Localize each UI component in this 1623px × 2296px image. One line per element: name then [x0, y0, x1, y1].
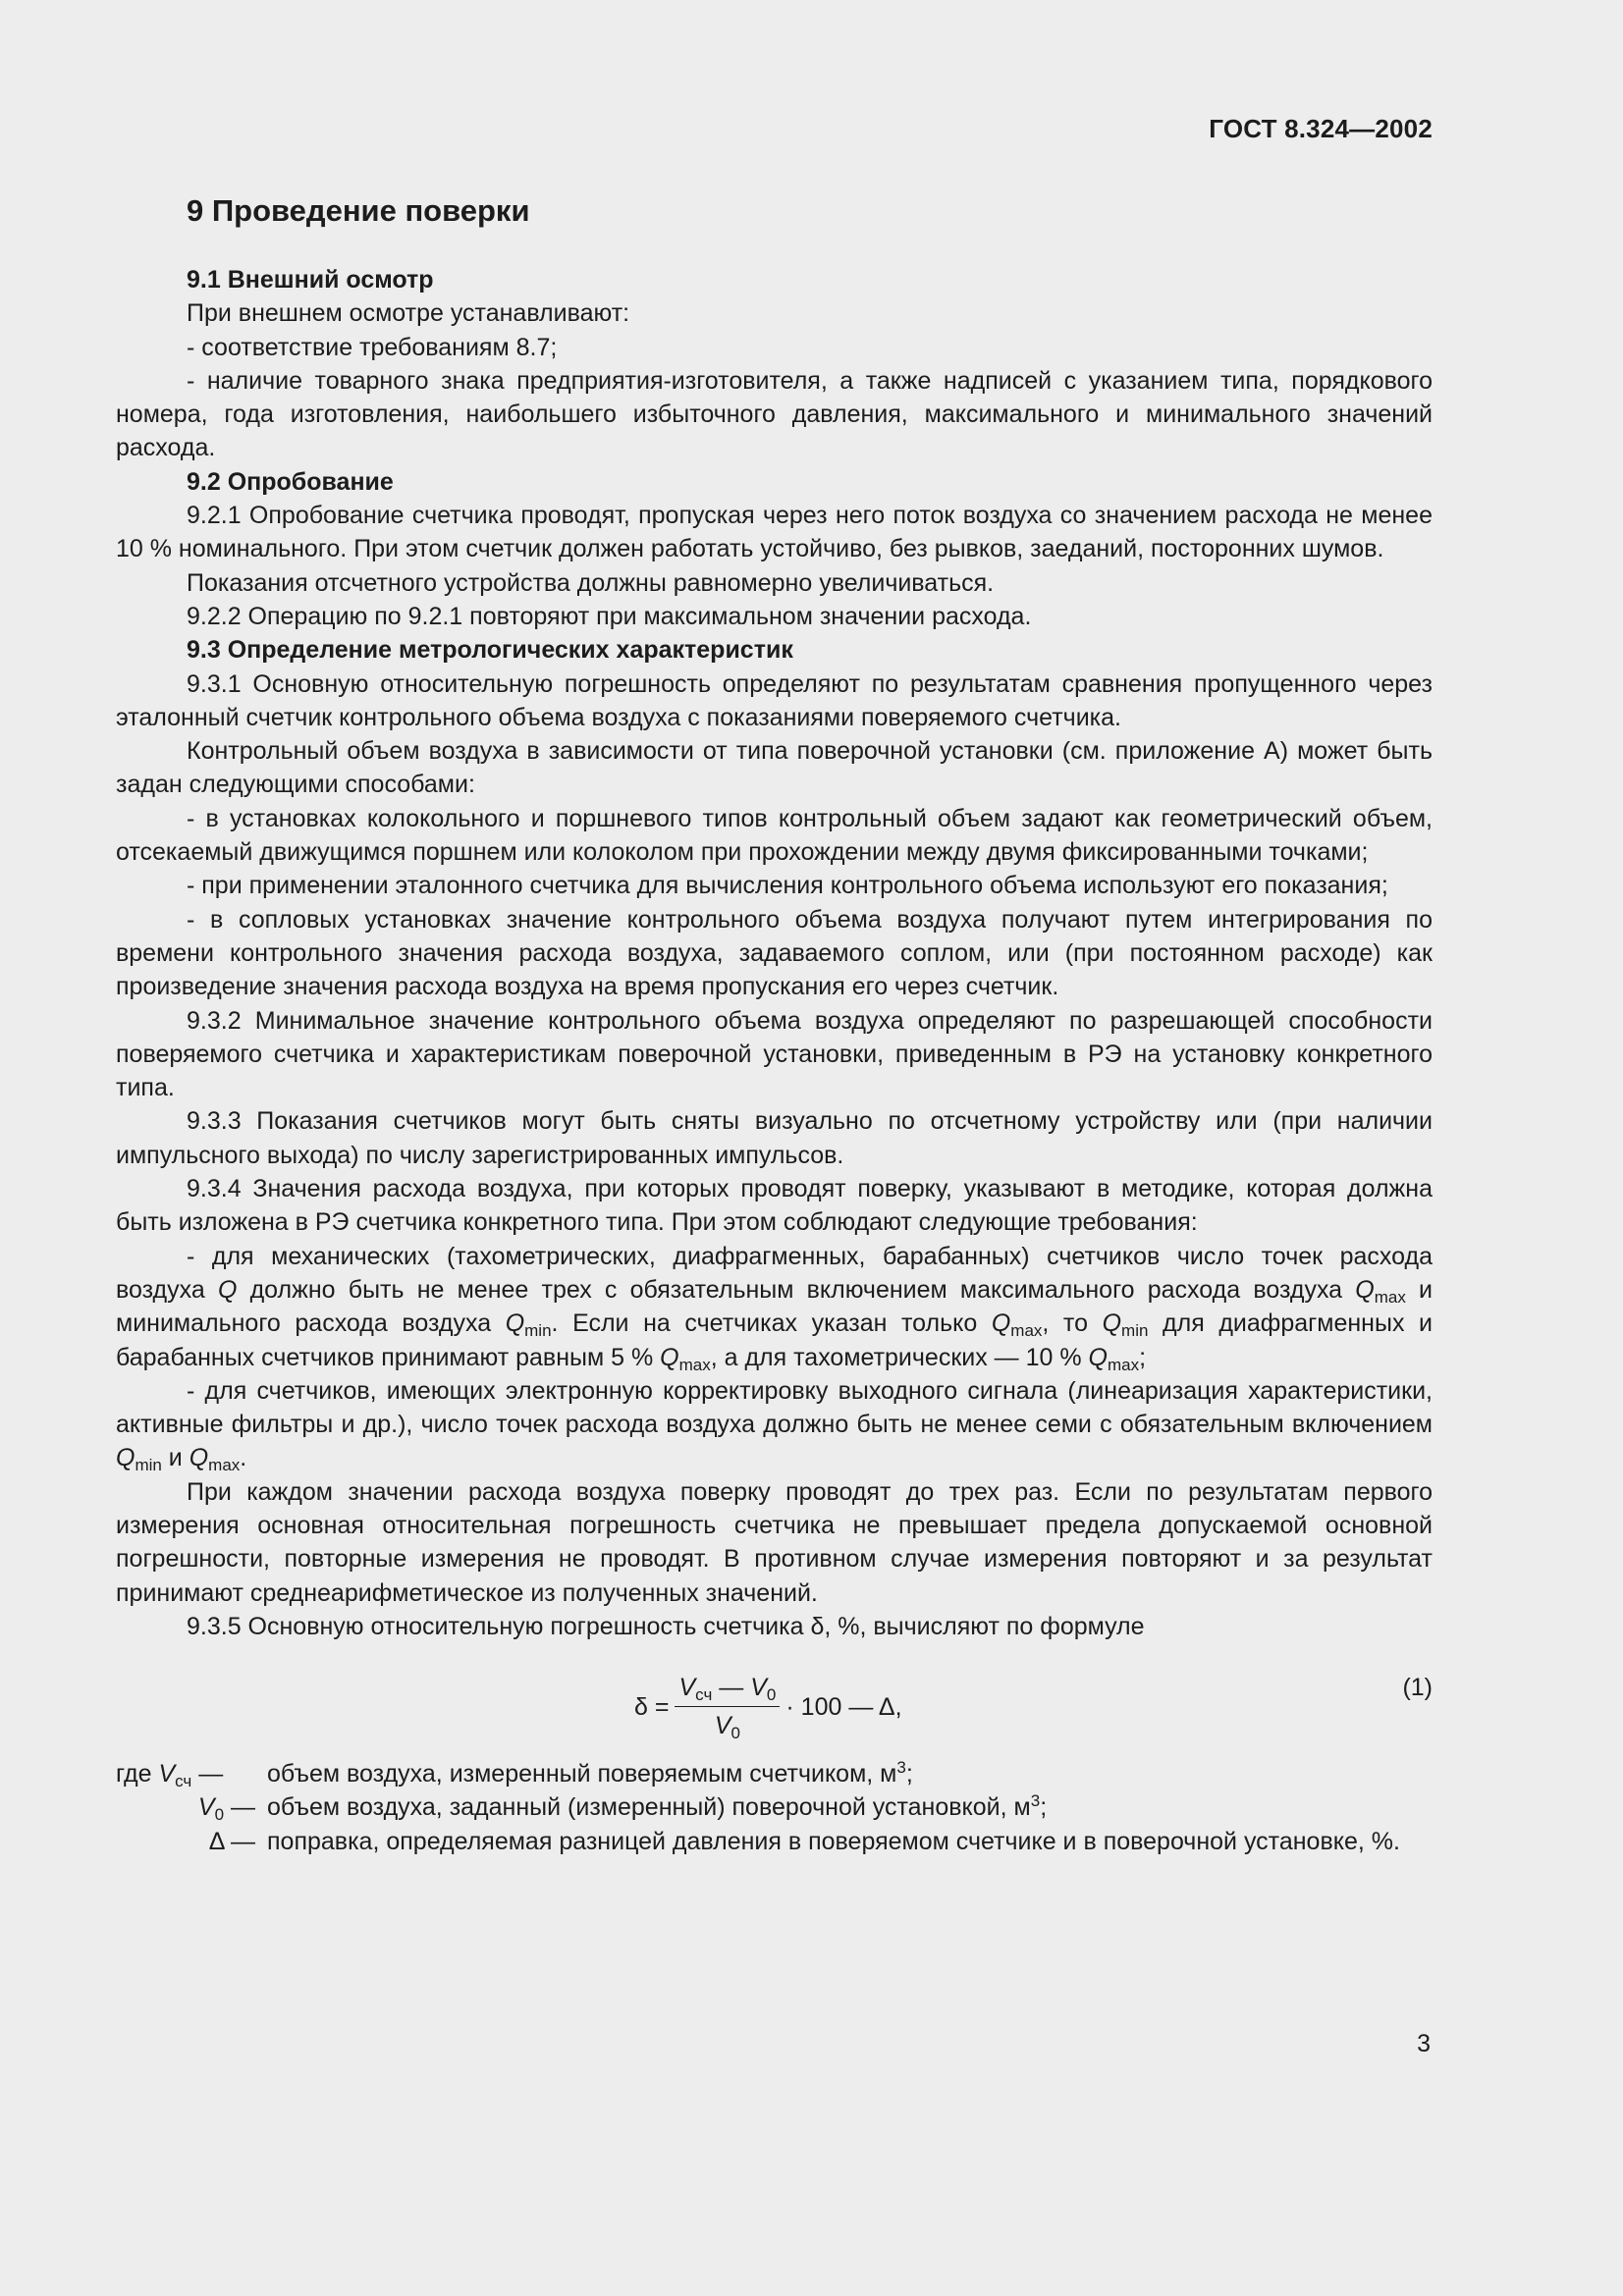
page-content: [116, 189, 1433, 1858]
formula-block: [116, 1653, 1433, 1749]
paragraph-9-2-1: 9.2.1 Опробование счетчика проводят, пропуская через него поток воздуха со значением расхода не менее 10 % номинального. При этом счетчик должен работать устойчиво, без рывков, заеданий, посторонних шумов.: [116, 502, 1433, 563]
legend-row: [116, 1757, 1433, 1790]
list-item: - в сопловых установках значение контрольного объема воздуха получают путем интегрирования по времени контрольного значения расхода воздуха, задаваемого соплом, или (при постоянном расходе) как произведение значения расхода воздуха на время пропускания его через счетчик.: [116, 905, 1433, 1001]
legend-symbol: Δ —: [208, 1827, 255, 1855]
page-number: 3: [1417, 2030, 1431, 2057]
heading-9-1: 9.1 Внешний осмотр: [187, 266, 434, 294]
paragraph-9-3-2: 9.3.2 Минимальное значение контрольного объема воздуха определяют по разрешающей способности поверяемого счетчика и характеристикам поверочной установки, приведенным в РЭ на установку конкретного типа.: [116, 1006, 1433, 1102]
list-item-electronic-correction: - для счетчиков, имеющих электронную корректировку выходного сигнала (линеаризация характеристики, активные фильтры и др.), число точек расхода воздуха должно быть не менее семи с обязательным включением $Q_{min}$ и $Q_{max}$.: [116, 1376, 1433, 1475]
equation-number: (1): [1402, 1674, 1433, 1702]
document-code-header: ГОСТ 8.324—2002: [1209, 114, 1433, 143]
list-item: - в установках колокольного и поршневого типов контрольный объем задают как геометрический объем, отсекаемый движущимся поршнем или колоколом при прохождении между двумя фиксированными точками;: [116, 804, 1433, 867]
list-item: - наличие товарного знака предприятия-изготовителя, а также надписей с указанием типа, порядкового номера, года изготовления, наибольшего избыточного давления, максимального и минимального значений расхода.: [116, 366, 1433, 462]
heading-9-3: 9.3 Определение метрологических характеристик: [187, 636, 793, 665]
formula-rhs: · 100 — Δ,: [785, 1692, 902, 1721]
section-title: 9 Проведение поверки: [187, 193, 530, 228]
list-item: - при применении эталонного счетчика для вычисления контрольного объема используют его показания;: [187, 872, 1388, 900]
formula-numerator: $V_{сч}$ — $V_0$: [675, 1671, 780, 1707]
paragraph: Показания отсчетного устройства должны равномерно увеличиваться.: [187, 568, 995, 597]
paragraph-9-3-4: 9.3.4 Значения расхода воздуха, при которых проводят поверку, указывают в методике, которая должна быть изложена в РЭ счетчика конкретного типа. При этом соблюдают следующие требования:: [116, 1175, 1433, 1237]
heading-9-2: 9.2 Опробование: [187, 467, 394, 496]
formula-legend: [116, 1757, 1433, 1858]
paragraph-9-2-2: 9.2.2 Операцию по 9.2.1 повторяют при максимальном значении расхода.: [187, 602, 1032, 630]
legend-row: [116, 1790, 1433, 1824]
list-item-flow-points: - для механических (тахометрических, диафрагменных, барабанных) счетчиков число точек расхода воздуха Q должно быть не менее трех с обязательным включением максимального расхода воздуха $Q_{max}$ и минимального расхода воздуха $Q_{min}$. Если на счетчиках указан только $Q_{max}$, то $Q_{min}$ для диафрагменных и барабанных счетчиков принимают равным 5 % $Q_{max}$, а для тахометрических — 10 % $Q_{max}$;: [116, 1242, 1434, 1374]
paragraph-9-3-5: 9.3.5 Основную относительную погрешность счетчика δ, %, вычисляют по формуле: [187, 1612, 1145, 1640]
paragraph: При каждом значении расхода воздуха поверку проводят до трех раз. Если по результатам первого измерения основная относительная погрешность счетчика не превышает предела допускаемой основной погрешности, повторные измерения не проводят. В противном случае измерения повторяют и за результат принимают среднеарифметическое из полученных значений.: [116, 1477, 1433, 1607]
legend-symbol: где $V_{сч}$ —: [116, 1760, 224, 1791]
legend-text: поправка, определяемая разницей давления в поверяемом счетчике и в поверочной установке, %.: [267, 1827, 1400, 1855]
paragraph: Контрольный объем воздуха в зависимости от типа поверочной установки (см. приложение А) может быть задан следующими способами:: [116, 737, 1433, 799]
list-item: - соответствие требованиям 8.7;: [187, 333, 558, 361]
formula-fraction: [675, 1671, 780, 1743]
legend-symbol: $V_0$ —: [197, 1793, 255, 1825]
legend-text: объем воздуха, измеренный поверяемым счетчиком, $м^3$;: [267, 1758, 913, 1789]
legend-text: объем воздуха, заданный (измеренный) поверочной установкой, $м^3$;: [267, 1791, 1048, 1822]
paragraph-9-3-3: 9.3.3 Показания счетчиков могут быть сняты визуально по отсчетному устройству или (при наличии импульсного выхода) по числу зарегистрированных импульсов.: [116, 1107, 1433, 1169]
paragraph: При внешнем осмотре устанавливают:: [187, 299, 630, 328]
paragraph-9-3-1: 9.3.1 Основную относительную погрешность определяют по результатам сравнения пропущенного через эталонный счетчик контрольного объема воздуха с показаниями поверяемого счетчика.: [116, 669, 1433, 731]
formula: [634, 1671, 902, 1743]
formula-denominator: $V_0$: [714, 1712, 740, 1743]
legend-row: [116, 1825, 1433, 1858]
formula-lhs: δ =: [634, 1692, 670, 1721]
